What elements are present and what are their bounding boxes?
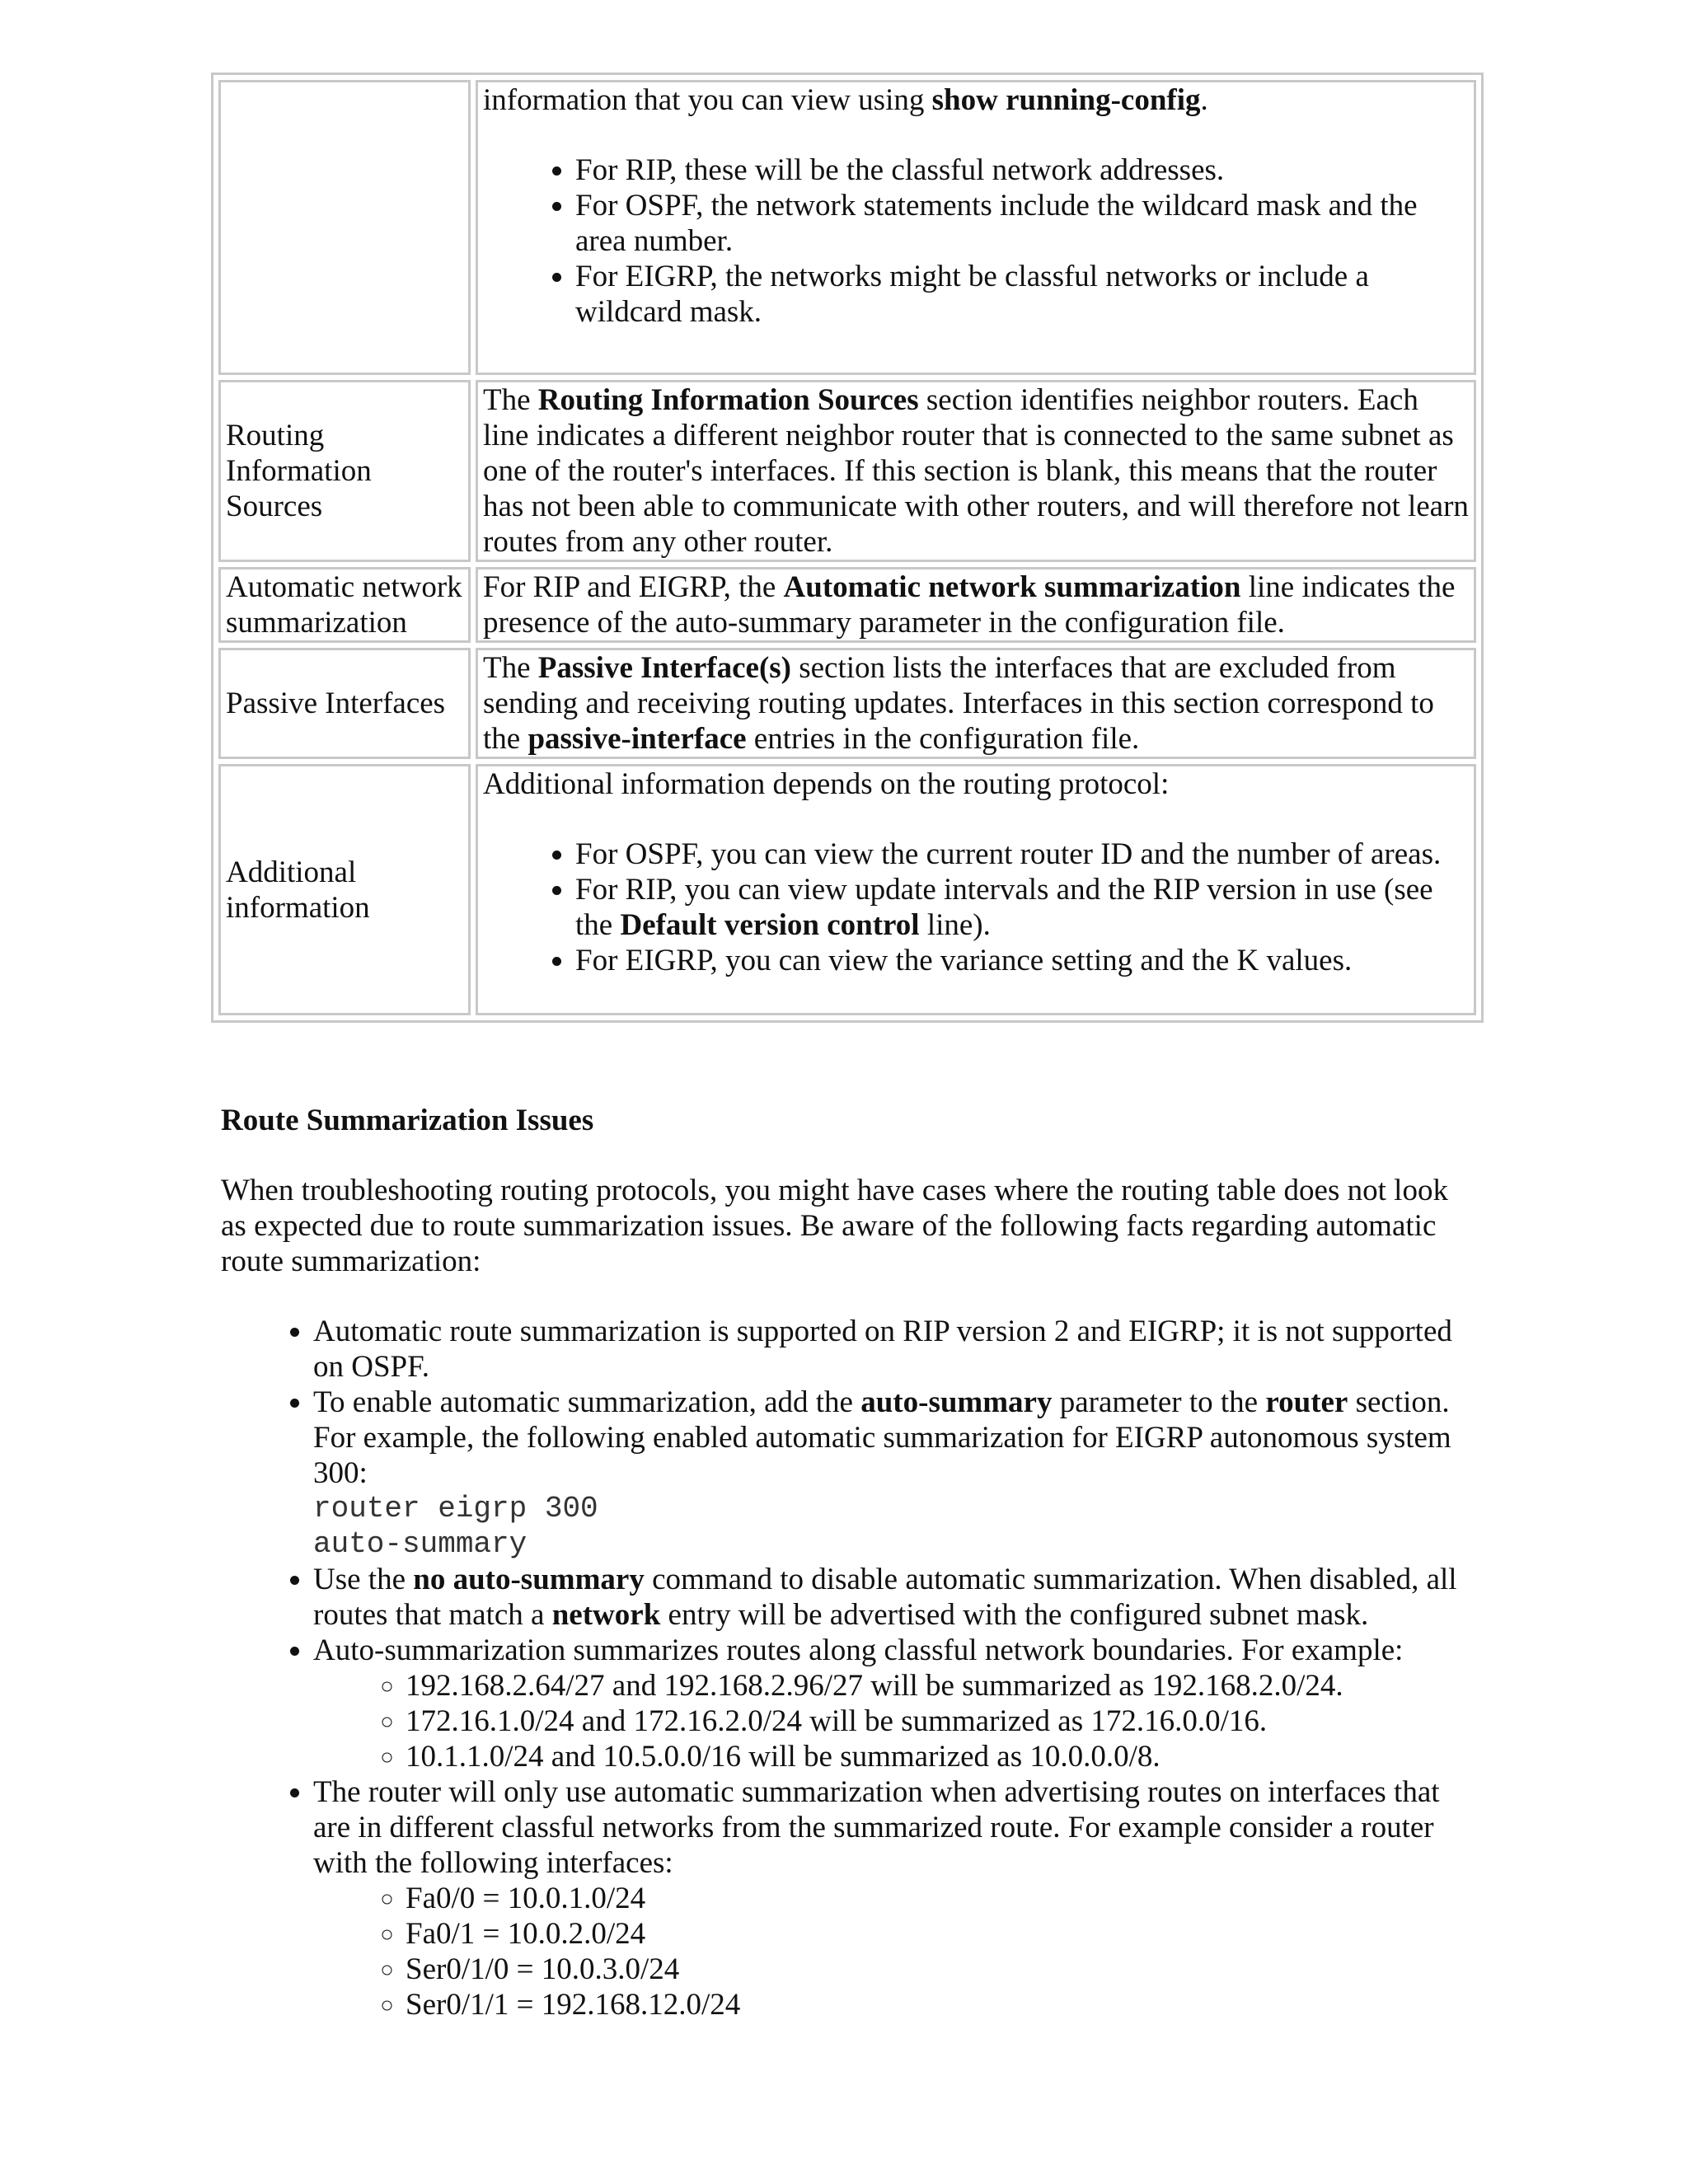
- row-intro: Additional information depends on the routing protocol:: [483, 767, 1170, 801]
- row-description: For RIP and EIGRP, the Automatic network summarization line indicates the presence of the auto-summary parameter in the configuration file.: [476, 567, 1476, 643]
- list-item: • To enable automatic summarization, add the auto-summary parameter to the router section. For example, the following enabled automatic summarization for EIGRP autonomous system 300: router eigrp 300 auto-summary: [313, 1385, 1474, 1562]
- sub-list-item: ◦ Ser0/1/0 = 10.0.3.0/24: [406, 1952, 1474, 1987]
- row-intro: information that you can view using show running-config.: [483, 83, 1208, 117]
- list-item: • For EIGRP, you can view the variance setting and the K values.: [575, 943, 1469, 978]
- list-item: • The router will only use automatic summarization when advertising routes on interfaces that are in different classful networks from the summarized route. For example consider a router with the following interfaces: ◦ Fa0/0 = 10.0.1.0/24 ◦ Fa0/1 = 10.0.2.0/24 ◦ Ser0/1/0 = 10.0.3.0/24 ◦ Ser0/1/1 = 192.168.12.0/24: [313, 1774, 1474, 2022]
- sub-bullet-list: [313, 1668, 1474, 1774]
- table-row: [218, 380, 1476, 562]
- command-text: show running-config: [931, 83, 1201, 117]
- code-line: auto-summary: [313, 1527, 528, 1561]
- bold-term: router: [1265, 1385, 1348, 1419]
- table-row: [218, 764, 1476, 1015]
- row-label: Routing Information Sources: [218, 380, 471, 562]
- row-description: [476, 764, 1476, 1015]
- row-description: [476, 80, 1476, 375]
- row-label: Automatic network summarization: [218, 567, 471, 643]
- table-row: [218, 80, 1476, 375]
- bold-term: Passive Interface(s): [537, 651, 791, 685]
- sub-list-item: ◦ 172.16.1.0/24 and 172.16.2.0/24 will be summarized as 172.16.0.0/16.: [406, 1704, 1474, 1739]
- list-item: • Use the no auto-summary command to disable automatic summarization. When disabled, all routes that match a network entry will be advertised with the configured subnet mask.: [313, 1562, 1474, 1633]
- sub-bullet-list: [313, 1881, 1474, 2022]
- sub-list-item: ◦ 192.168.2.64/27 and 192.168.2.96/27 will be summarized as 192.168.2.0/24.: [406, 1668, 1474, 1704]
- list-item: • For OSPF, the network statements include the wildcard mask and the area number.: [575, 188, 1469, 259]
- bold-term: Default version control: [620, 908, 920, 942]
- list-item: • Auto-summarization summarizes routes along classful network boundaries. For example: ◦ 192.168.2.64/27 and 192.168.2.96/27 will be summarized as 192.168.2.0/24. ◦ 172.16.1.0/24 and 172.16.2.0/24 will be summarized as 172.16.0.0/16. ◦ 10.1.1.0/24 and 10.5.0.0/16 will be summarized as 10.0.0.0/8.: [313, 1633, 1474, 1774]
- table-row: [218, 567, 1476, 643]
- list-item: • Automatic route summarization is supported on RIP version 2 and EIGRP; it is not supported on OSPF.: [313, 1314, 1474, 1385]
- bold-term: network: [551, 1598, 661, 1632]
- route-summarization-section: [221, 1103, 1474, 2022]
- table-row: [218, 648, 1476, 759]
- bold-term: no auto-summary: [413, 1563, 645, 1596]
- row-label: Passive Interfaces: [218, 648, 471, 759]
- bold-term: Routing Information Sources: [537, 383, 919, 417]
- section-heading: Route Summarization Issues: [221, 1104, 594, 1137]
- list-item: • For OSPF, you can view the current router ID and the number of areas.: [575, 837, 1469, 872]
- bullet-list: [221, 1314, 1474, 2022]
- routing-info-table: [211, 73, 1484, 1023]
- bullet-list: [483, 837, 1469, 978]
- bullet-list: [483, 152, 1469, 330]
- list-item: • For RIP, you can view update intervals and the RIP version in use (see the Default version control line).: [575, 872, 1469, 943]
- sub-list-item: ◦ 10.1.1.0/24 and 10.5.0.0/16 will be summarized as 10.0.0.0/8.: [406, 1739, 1474, 1774]
- list-item: • For EIGRP, the networks might be classful networks or include a wildcard mask.: [575, 259, 1469, 330]
- row-description: The Routing Information Sources section identifies neighbor routers. Each line indicates a different neighbor router that is connected to the same subnet as one of the router's interfaces. If this section is blank, this means that the router has not been able to communicate with other routers, and will therefore not learn routes from any other router.: [476, 380, 1476, 562]
- sub-list-item: ◦ Ser0/1/1 = 192.168.12.0/24: [406, 1987, 1474, 2022]
- section-intro: When troubleshooting routing protocols, you might have cases where the routing table does not look as expected due to route summarization issues. Be aware of the following facts regarding automatic route summarization:: [221, 1174, 1448, 1278]
- code-line: router eigrp 300: [313, 1492, 598, 1526]
- sub-list-item: ◦ Fa0/0 = 10.0.1.0/24: [406, 1881, 1474, 1916]
- bold-term: passive-interface: [528, 722, 747, 756]
- bold-term: auto-summary: [860, 1385, 1053, 1419]
- row-label: [218, 80, 471, 375]
- row-description: The Passive Interface(s) section lists the interfaces that are excluded from sending and receiving routing updates. Interfaces in this section correspond to the passive-interface entries in the configuration file.: [476, 648, 1476, 759]
- bold-term: Automatic network summarization: [783, 570, 1241, 604]
- list-item: • For RIP, these will be the classful network addresses.: [575, 152, 1469, 188]
- sub-list-item: ◦ Fa0/1 = 10.0.2.0/24: [406, 1916, 1474, 1952]
- row-label: Additional information: [218, 764, 471, 1015]
